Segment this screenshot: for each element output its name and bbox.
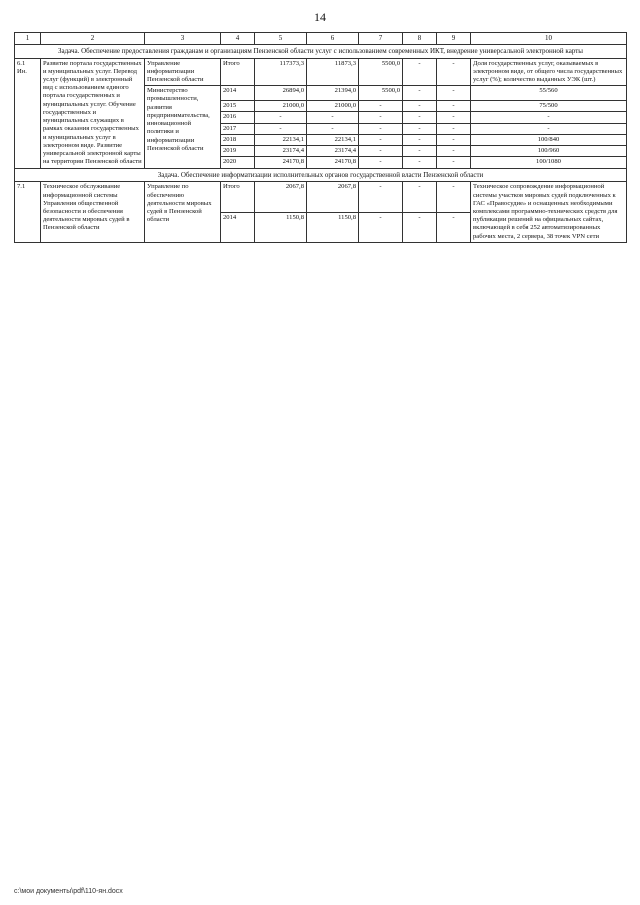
value-cell: - xyxy=(359,146,403,157)
indicator-value: - xyxy=(471,123,627,134)
value-cell: 21000,0 xyxy=(307,101,359,112)
year-cell: 2016 xyxy=(221,112,255,123)
year-cell: 2014 xyxy=(221,86,255,101)
value-cell: - xyxy=(359,112,403,123)
column-number: 3 xyxy=(145,33,221,45)
value-cell: - xyxy=(403,86,437,101)
value-cell: 21000,0 xyxy=(255,101,307,112)
table-row xyxy=(15,182,627,212)
value-cell: - xyxy=(403,123,437,134)
item-name: Развитие портала государственных и муниципальных услуг. Перевод услуг (функций) в электронный вид с использованием единого портала государственных и муниципальных услуг. Обучение государственных и муниципальных служащих в рамках оказания государственных и муниципальных услуг в электронном виде. Развитие универсальной электронной карты на территории Пензенской области xyxy=(41,58,145,168)
value-cell: - xyxy=(403,182,437,212)
value-cell: 22134,1 xyxy=(255,134,307,145)
value-cell: - xyxy=(403,146,437,157)
value-cell: - xyxy=(437,134,471,145)
item-number: 6.1 Ин. xyxy=(15,58,41,168)
indicator-value: 100/1080 xyxy=(471,157,627,168)
value-cell: 117373,3 xyxy=(255,58,307,86)
value-cell: - xyxy=(359,157,403,168)
value-cell: 5500,0 xyxy=(359,58,403,86)
indicator-cell: Техническое сопровождение информационной системы участков мировых судей подключенных к ГАС «Правосудие» и оснащенных необходимыми комплексами программно-технических средств для публикации решений на официальных сайтах, включающей в себя 252 автоматизированных рабочих места, 2 сервера, 38 точек VPN сети xyxy=(471,182,627,243)
value-cell: - xyxy=(403,58,437,86)
column-number: 7 xyxy=(359,33,403,45)
value-cell: - xyxy=(307,123,359,134)
value-cell: - xyxy=(255,112,307,123)
value-cell: 24170,8 xyxy=(307,157,359,168)
year-cell: 2015 xyxy=(221,101,255,112)
value-cell: - xyxy=(437,157,471,168)
column-number-row xyxy=(15,33,627,45)
column-number: 6 xyxy=(307,33,359,45)
value-cell: - xyxy=(403,112,437,123)
value-cell: 21394,0 xyxy=(307,86,359,101)
value-cell: 23174,4 xyxy=(307,146,359,157)
year-cell: 2020 xyxy=(221,157,255,168)
value-cell: - xyxy=(437,101,471,112)
value-cell: 22134,1 xyxy=(307,134,359,145)
value-cell: 1150,8 xyxy=(255,212,307,242)
indicator-value: - xyxy=(471,112,627,123)
indicator-value: 75/500 xyxy=(471,101,627,112)
value-cell: - xyxy=(437,58,471,86)
year-cell: Итого xyxy=(221,58,255,86)
value-cell: 5500,0 xyxy=(359,86,403,101)
value-cell: - xyxy=(437,146,471,157)
value-cell: - xyxy=(437,112,471,123)
value-cell: - xyxy=(307,112,359,123)
value-cell: 1150,8 xyxy=(307,212,359,242)
value-cell: - xyxy=(403,157,437,168)
value-cell: - xyxy=(437,212,471,242)
indicator-value: 100/840 xyxy=(471,134,627,145)
value-cell: - xyxy=(359,123,403,134)
program-table xyxy=(14,32,627,243)
value-cell: 23174,4 xyxy=(255,146,307,157)
value-cell: - xyxy=(437,86,471,101)
year-cell: 2019 xyxy=(221,146,255,157)
indicator-value: 55/560 xyxy=(471,86,627,101)
column-number: 2 xyxy=(41,33,145,45)
year-cell: 2014 xyxy=(221,212,255,242)
value-cell: 24170,8 xyxy=(255,157,307,168)
column-number: 1 xyxy=(15,33,41,45)
column-number: 5 xyxy=(255,33,307,45)
executor: Управление информатизации Пензенской области xyxy=(145,58,221,86)
task-heading: Задача. Обеспечение информатизации исполнительных органов государственной власти Пензенской области xyxy=(15,168,627,182)
value-cell: - xyxy=(403,101,437,112)
year-cell: Итого xyxy=(221,182,255,212)
value-cell: - xyxy=(403,212,437,242)
value-cell: - xyxy=(403,134,437,145)
value-cell: 11873,3 xyxy=(307,58,359,86)
table-row xyxy=(15,58,627,86)
executor: Управление по обеспечению деятельности мировых судей в Пензенской области xyxy=(145,182,221,243)
value-cell: - xyxy=(437,123,471,134)
value-cell: - xyxy=(437,182,471,212)
year-cell: 2018 xyxy=(221,134,255,145)
value-cell: - xyxy=(255,123,307,134)
value-cell: - xyxy=(359,182,403,212)
item-number: 7.1 xyxy=(15,182,41,243)
value-cell: 2067,8 xyxy=(255,182,307,212)
item-name: Техническое обслуживание информационной системы Управления общественной безопасности и обеспечения деятельности мировых судей в Пензенской области xyxy=(41,182,145,243)
value-cell: - xyxy=(359,134,403,145)
column-number: 4 xyxy=(221,33,255,45)
value-cell: - xyxy=(359,101,403,112)
footer-file-path: c:\мои документы\pdf\110-ян.docx xyxy=(14,888,123,895)
column-number: 10 xyxy=(471,33,627,45)
year-cell: 2017 xyxy=(221,123,255,134)
indicator-value: 100/960 xyxy=(471,146,627,157)
executor: Министерство промышленности, развития предпринимательства, инновационной политики и информатизации Пензенской области xyxy=(145,86,221,168)
value-cell: 2067,8 xyxy=(307,182,359,212)
indicator-cell: Доля государственных услуг, оказываемых в электронном виде, от общего числа государственных услуг (%); количество выданных УЭК (шт.) xyxy=(471,58,627,86)
value-cell: - xyxy=(359,212,403,242)
value-cell: 26894,0 xyxy=(255,86,307,101)
task-heading: Задача. Обеспечение предоставления гражданам и организациям Пензенской области услуг с использованием современных ИКТ, внедрение универсальной электронной карты xyxy=(15,44,627,58)
column-number: 8 xyxy=(403,33,437,45)
column-number: 9 xyxy=(437,33,471,45)
page-number: 14 xyxy=(314,10,326,24)
